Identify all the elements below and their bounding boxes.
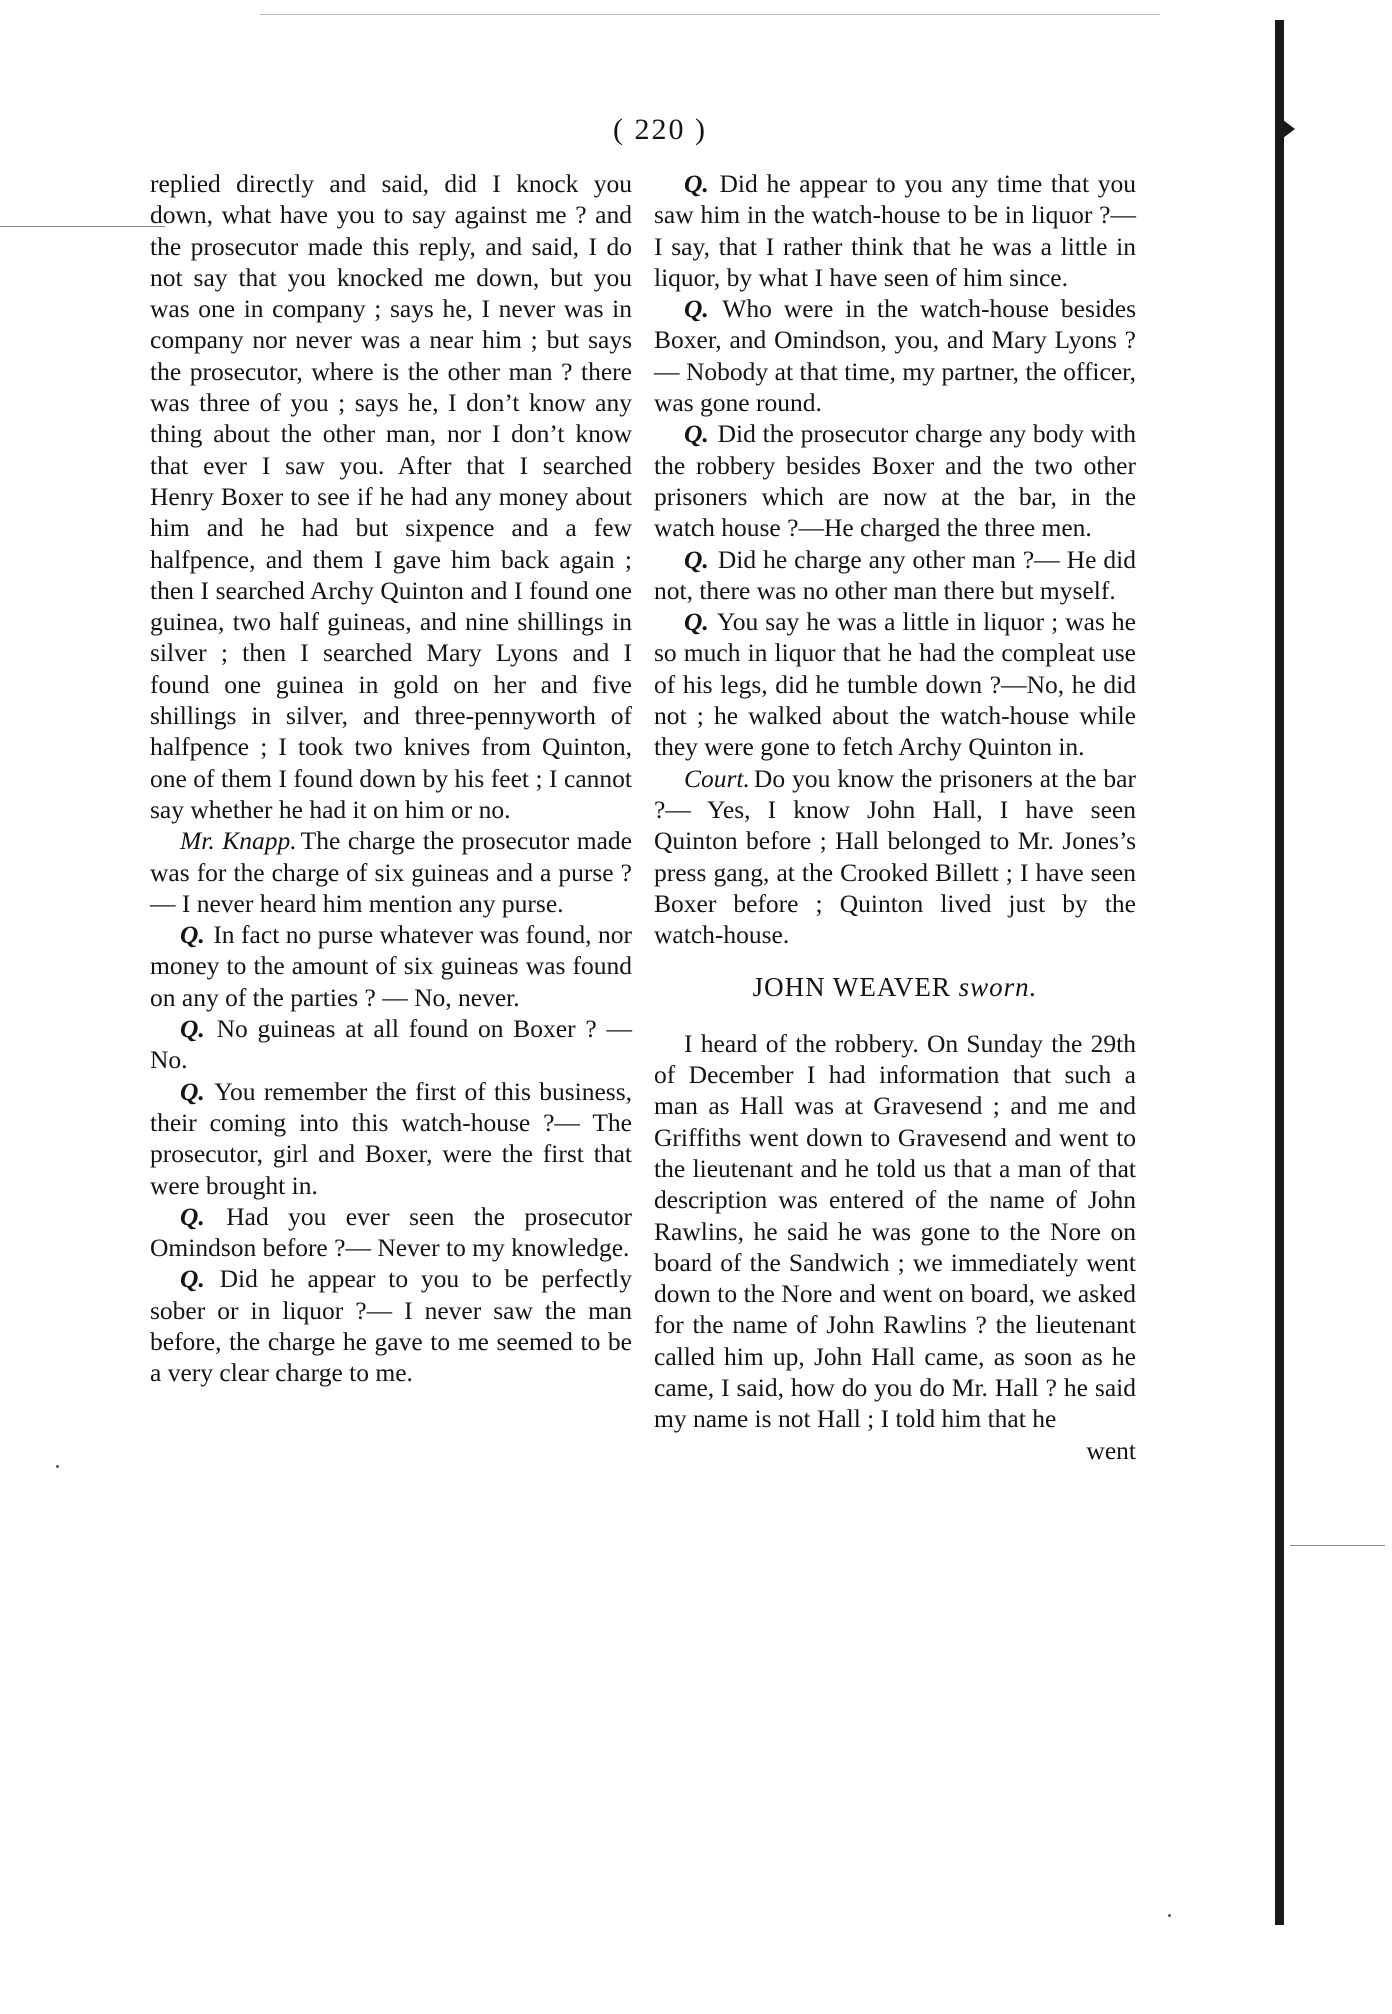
paragraph-text: You say he was a little in liquor ; was he so much in liquor that he had the compleat use of his legs, did he tumble down ?—No, he did not ; he walked about the watch-house while they were gone to fetch Archy Quinton in. bbox=[654, 607, 1136, 762]
paragraph bbox=[150, 825, 632, 919]
question-marker: Q. bbox=[180, 1076, 205, 1106]
question-paragraph bbox=[654, 418, 1136, 543]
paragraph-text: In fact no purse whatever was found, nor money to the amount of six guineas was found on any of the parties ? — No, never. bbox=[150, 920, 633, 1012]
paragraph-text: Did he charge any other man ?— He did not, there was no other man there but myself. bbox=[654, 544, 1136, 605]
paragraph-text: Who were in the watch-house besides Boxer, and Omindson, you, and Mary Lyons ?— Nobody at that time, my partner, the officer, was gone round. bbox=[654, 294, 1136, 418]
paragraph-text: Did he appear to you to be perfectly sober or in liquor ?— I never saw the man before, the charge he gave to me seemed to be a very clear charge to me. bbox=[150, 1264, 633, 1388]
scan-speck bbox=[1168, 1914, 1171, 1917]
scan-speck bbox=[56, 1465, 59, 1468]
sworn-label: sworn. bbox=[958, 972, 1038, 1003]
question-paragraph bbox=[150, 1076, 632, 1201]
question-paragraph bbox=[150, 1263, 632, 1388]
paragraph-text: The charge the prosecutor made was for the charge of six guineas and a purse ?— I never heard him mention any purse. bbox=[150, 826, 632, 918]
witness-heading bbox=[654, 972, 1136, 1003]
paragraph-text: replied directly and said, did I knock you down, what have you to say against me ? and the prosecutor made this reply, and said, I do not say that you knocked me down, but you was one in company ; says he, I never was in company nor never was a near him ; but says the prosecutor, where is the other man ? there was three of you ; says he, I don’t know any thing about the other man, nor I don’t know that ever I saw you. After that I searched Henry Boxer to see if he had any money about him and he had but sixpence and a few halfpence, and them I gave him back again ; then I searched Archy Quinton and I found one guinea, two half guineas, and nine shillings in silver ; then I searched Mary Lyons and I found one guinea in gold on her and five shillings in silver, and three-pennyworth of halfpence ; I took two knives from Quinton, one of them I found down by his feet ; I cannot say whether he had it on him or no. bbox=[150, 169, 632, 824]
question-marker: Q. bbox=[684, 169, 709, 198]
question-paragraph bbox=[654, 168, 1136, 293]
question-marker: Q. bbox=[684, 607, 709, 637]
question-marker: Q. bbox=[684, 419, 709, 449]
binding-notch bbox=[1283, 120, 1295, 138]
question-marker: Q. bbox=[180, 1014, 205, 1044]
question-paragraph bbox=[654, 606, 1136, 762]
scan-top-edge bbox=[260, 14, 1160, 15]
paragraph-text: You remember the first of this business, their coming into this watch-house ?— The prosecutor, girl and Boxer, were the first that were brought in. bbox=[150, 1076, 632, 1200]
question-marker: Q. bbox=[180, 1264, 205, 1294]
question-paragraph bbox=[150, 919, 632, 1013]
paragraph-text: Did he appear to you any time that you saw him in the watch-house to be in liquor ?— I say, that I rather think that he was a little in liquor, by what I have seen of him since. bbox=[654, 169, 1137, 292]
binding-rule bbox=[1275, 20, 1284, 1925]
left-column bbox=[150, 168, 632, 1389]
question-paragraph bbox=[150, 1201, 632, 1264]
question-paragraph bbox=[150, 1013, 632, 1076]
testimony-paragraph bbox=[654, 1028, 1136, 1435]
speaker-label: Mr. Knapp. bbox=[180, 826, 297, 856]
question-marker: Q. bbox=[180, 920, 205, 950]
witness-name: JOHN WEAVER bbox=[752, 972, 951, 1003]
question-marker: Q. bbox=[684, 294, 709, 324]
speaker-label: Court. bbox=[684, 763, 750, 793]
paragraph-text: Do you know the prisoners at the bar ?— Yes, I know John Hall, I have seen Quinton before ; Hall belonged to Mr. Jones’s press gang, at the Crooked Billett ; I have seen Boxer before ; Quinton lived just by the watch-house. bbox=[654, 763, 1136, 950]
paragraph-text: I heard of the robbery. On Sunday the 29th of December I had information that such a man as Hall was at Gravesend ; and me and Griffiths went down to Gravesend and went to the lieutenant and he told us that a man of that description was entered of the name of John Rawlins, he said he was gone to the Nore on board of the Sandwich ; we immediately went down to the Nore and went on board, we asked for the name of John Rawlins ? the lieutenant called him up, John Hall came, as soon as he came, I said, how do you do Mr. Hall ? he said my name is not Hall ; I told him that he bbox=[654, 1028, 1136, 1434]
question-marker: Q. bbox=[684, 544, 709, 574]
page-number: ( 220 ) bbox=[613, 113, 707, 146]
paragraph-text: No guineas at all found on Boxer ? — No. bbox=[150, 1014, 633, 1075]
question-paragraph bbox=[654, 293, 1136, 418]
question-marker: Q. bbox=[180, 1201, 205, 1231]
catchword: went bbox=[1086, 1435, 1136, 1465]
paragraph bbox=[654, 763, 1136, 951]
right-column bbox=[654, 168, 1136, 1466]
scan-right-mark bbox=[1290, 1545, 1385, 1546]
question-paragraph bbox=[654, 544, 1136, 607]
scan-left-mark bbox=[0, 226, 165, 227]
paragraph-text: Did the prosecutor charge any body with the robbery besides Boxer and the two other prisoners which are now at the bar, in the watch house ?—He charged the three men. bbox=[654, 419, 1137, 543]
paragraph-text: Had you ever seen the prosecutor Omindson before ?— Never to my knowledge. bbox=[150, 1201, 633, 1263]
paragraph bbox=[150, 168, 632, 825]
